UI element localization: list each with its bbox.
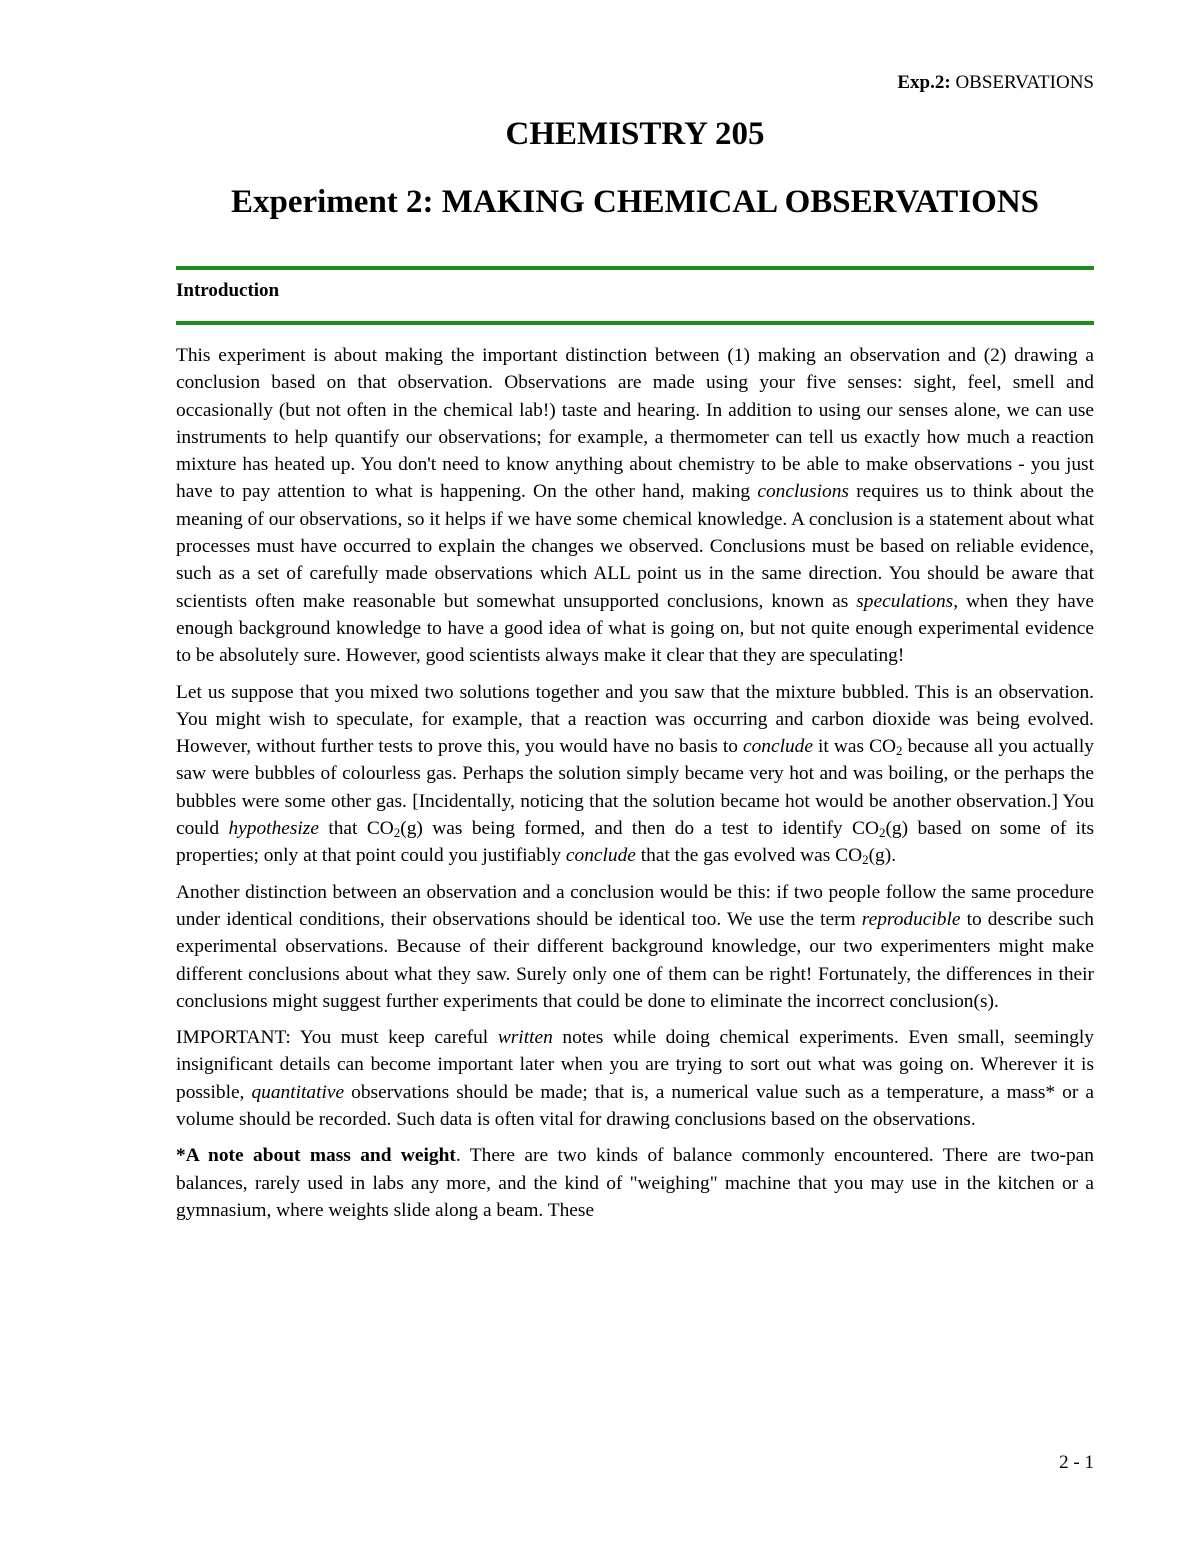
header-exp-label: Exp.2: <box>897 72 951 93</box>
emphasis-written: written <box>497 1027 553 1049</box>
text-run: because all you actually saw were bubbles of colourless gas. Perhaps the solution simply became very hot and was boiling, or the perhaps the bubbles were some other gas. [Incidentally, noticing that the solution became hot would be another observation.] You could <box>176 736 1094 840</box>
emphasis-conclude: conclude <box>565 845 636 867</box>
emphasis-speculations: speculations <box>856 590 954 612</box>
text-run: Let us suppose that you mixed two solutions together and you saw that the mixture bubbled. This is an observation. You might wish to speculate, for example, that a reaction was occurring and carbon dioxide was being evolved. However, without further tests to prove this, you would have no basis to <box>176 681 1094 758</box>
experiment-title: Experiment 2: MAKING CHEMICAL OBSERVATIONS <box>230 184 1040 220</box>
text-run: requires us to think about the meaning of our observations, so it helps if we have some chemical knowledge. A conclusion is a statement about what processes must have occurred to explain the changes we observed. Conclusions must be based on reliable evidence, such as a set of carefully made observations which ALL point us in the same direction. You should be aware that scientists often make reasonable but somewhat unsupported conclusions, known as <box>176 481 1094 612</box>
subscript: 2 <box>878 825 886 841</box>
subscript: 2 <box>896 743 903 759</box>
text-run: IMPORTANT: You must keep careful <box>176 1027 498 1049</box>
emphasis-hypothesize: hypothesize <box>228 818 319 840</box>
paragraph-intro <box>176 342 1094 670</box>
text-run: it was CO <box>812 736 897 758</box>
text-run: that the gas evolved was CO <box>635 845 863 867</box>
subscript: 2 <box>393 825 401 841</box>
bottom-divider <box>176 321 1094 325</box>
paragraph-mass-note <box>176 1142 1094 1224</box>
paragraph-example <box>176 679 1094 870</box>
paragraph-distinction <box>176 879 1094 1015</box>
emphasis-quantitative: quantitative <box>251 1081 345 1103</box>
running-header <box>897 72 1094 94</box>
page-number: 2 - 1 <box>1059 1452 1094 1473</box>
subscript: 2 <box>862 852 869 868</box>
course-title: CHEMISTRY 205 <box>505 116 765 152</box>
text-run: to describe such experimental observations. Because of their different background knowledge, our two experimenters might make different conclusions about what they saw. Surely only one of them can be right! Fortunately, the differences in their conclusions might suggest further experiments that could be done to eliminate the incorrect conclusion(s). <box>176 908 1094 1012</box>
section-heading: Introduction <box>176 280 280 301</box>
text-run: (g) was being formed, and then do a test to identify CO <box>400 818 879 840</box>
text-run: , when they have enough background knowledge to have a good idea of what is going on, but not quite enough experimental evidence to be absolutely sure. However, good scientists always make it clear that they are speculating! <box>176 590 1094 667</box>
body-text <box>176 342 1094 1233</box>
top-divider <box>176 266 1094 270</box>
text-run: (g) based on some of its properties; only at that point could you justifiably <box>176 818 1094 867</box>
text-run: Another distinction between an observation and a conclusion would be this: if two people follow the same procedure under identical conditions, their observations should be identical too. We use the term <box>176 881 1094 930</box>
text-run: This experiment is about making the important distinction between (1) making an observation and (2) drawing a conclusion based on that observation. Observations are made using your five senses: sight, feel, smell and occasionally (but not often in the chemical lab!) taste and hearing. In addition to using our senses alone, we can use instruments to help quantify our observations; for example, a thermometer can tell us exactly how much a reaction mixture has heated up. You don't need to know anything about chemistry to be able to make observations - you just have to pay attention to what is happening. On the other hand, making <box>176 345 1094 503</box>
text-run: (g). <box>868 845 897 867</box>
text-run: . There are two kinds of balance commonly encountered. There are two-pan balances, rarely used in labs any more, and the kind of "weighing" machine that you may use in the kitchen or a gymnasium, where weights slide along a beam. These <box>176 1145 1094 1221</box>
emphasis-conclude: conclude <box>742 736 813 758</box>
paragraph-important <box>176 1024 1094 1133</box>
text-run: that CO <box>318 818 394 840</box>
header-section-label: OBSERVATIONS <box>955 72 1094 93</box>
emphasis-reproducible: reproducible <box>861 908 961 930</box>
note-heading: *A note about mass and weight <box>176 1145 456 1167</box>
text-run: notes while doing chemical experiments. Even small, seemingly insignificant details can become important later when you are trying to sort out what was going on. Wherever it is possible, <box>176 1027 1094 1103</box>
emphasis-conclusions: conclusions <box>757 481 849 503</box>
text-run: observations should be made; that is, a numerical value such as a temperature, a mass* or a volume should be recorded. Such data is often vital for drawing conclusions based on the observations. <box>176 1081 1094 1131</box>
